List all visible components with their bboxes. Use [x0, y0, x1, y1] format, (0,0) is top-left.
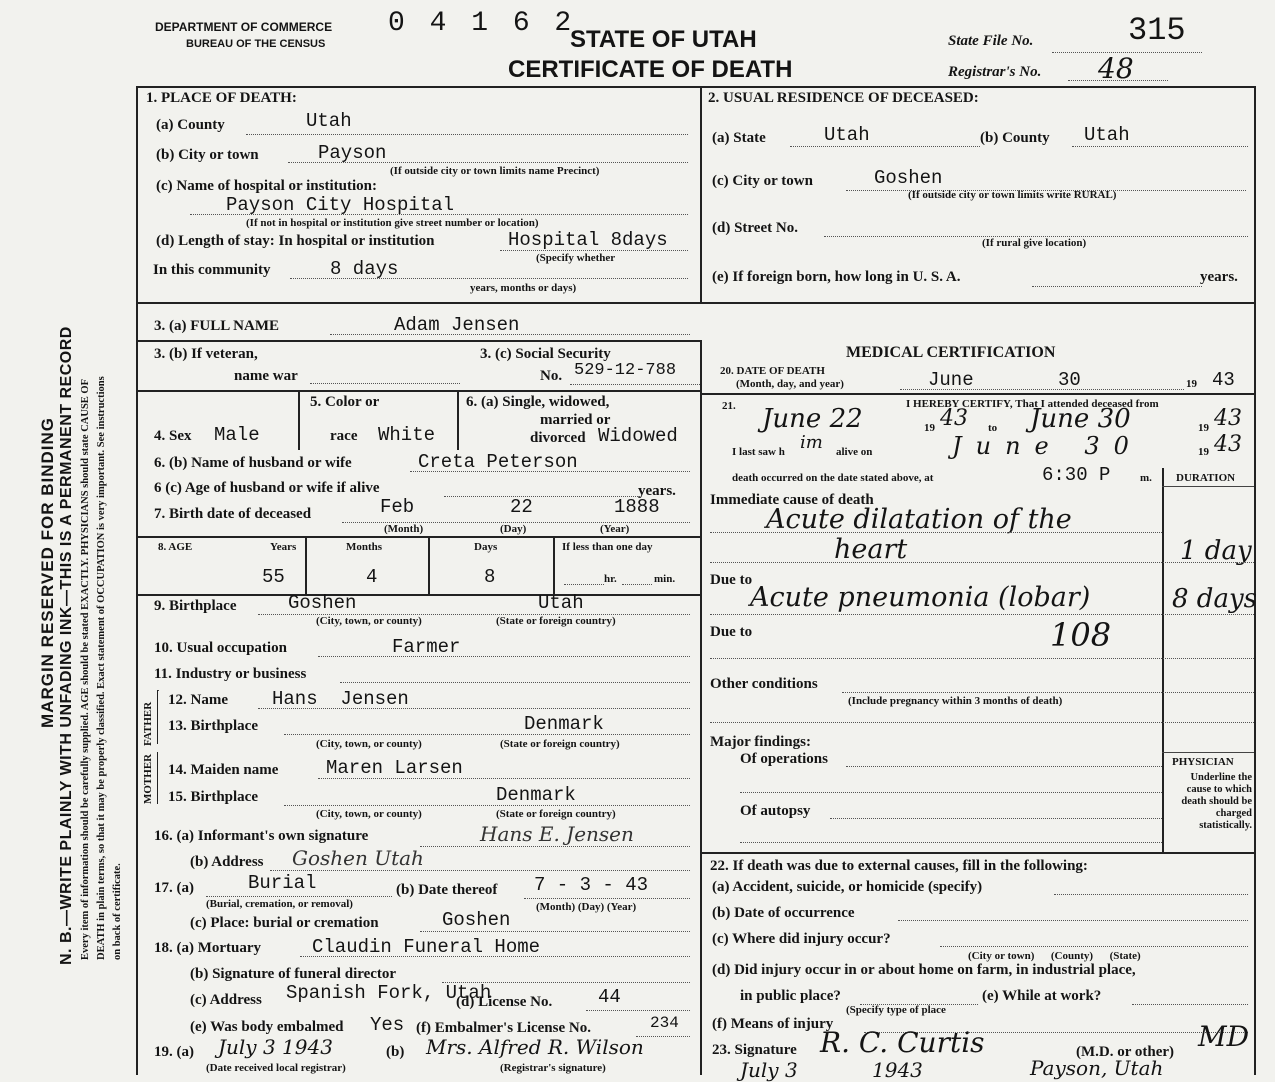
mother-maiden-value: Maren Larsen [326, 757, 463, 779]
death-county-label: (a) County [156, 117, 225, 133]
birth-year-value: 1888 [614, 496, 660, 518]
physician-box-note: Underline the cause to which death should be charged statistically. [1181, 772, 1252, 831]
immediate-duration: 1 day [1180, 536, 1252, 566]
license-value: 44 [598, 986, 621, 1008]
attended-to-year-prefix: 19 [1198, 422, 1209, 434]
immediate-cause-value-2: heart [834, 534, 908, 565]
residence-city-note: (If outside city or town limits write RURAL) [908, 189, 1117, 201]
physician-address: Payson, Utah [1030, 1056, 1164, 1080]
external-d-note: (Specify type of place [846, 1004, 946, 1016]
license-label: (d) License No. [456, 994, 553, 1010]
spouse-label: 6. (b) Name of husband or wife [154, 455, 352, 471]
due-to-value-1: Acute pneumonia (lobar) [750, 582, 1091, 613]
date-received-label: 19. (a) [154, 1044, 194, 1060]
occupation-label: 10. Usual occupation [154, 640, 287, 656]
margin-ink-notice: N. B.—WRITE PLAINLY WITH UNFADING INK—THIS IS A PERMANENT RECORD [58, 326, 75, 965]
duration-header: DURATION [1176, 472, 1236, 484]
immediate-cause-value: Acute dilatation of the [766, 504, 1072, 535]
mortuary-value: Claudin Funeral Home [312, 936, 541, 958]
registrar-signature-label: (b) [386, 1044, 405, 1060]
death-time-m-label: m. [1140, 472, 1152, 484]
external-c-label: (c) Where did injury occur? [712, 931, 891, 947]
external-d-label: (d) Did injury occur in or about home on farm, in industrial place, [712, 962, 1136, 978]
full-name-value: Adam Jensen [394, 314, 520, 336]
certificate-title: CERTIFICATE OF DEATH [508, 56, 793, 83]
registrar-signature: Mrs. Alfred R. Wilson [426, 1035, 644, 1059]
hospital-note: (If not in hospital or institution give street number or location) [246, 217, 539, 229]
due-to-label-2: Due to [710, 624, 753, 640]
state-file-number: 315 [1128, 12, 1186, 49]
attended-from-year: 43 [940, 406, 968, 431]
mortuary-address-value: Spanish Fork, Utah [286, 982, 492, 1004]
social-security-value: 529-12-788 [574, 361, 677, 380]
external-f-label: (f) Means of injury [712, 1016, 834, 1032]
specify-note: (Specify whether [536, 252, 616, 264]
funeral-director-label: (b) Signature of funeral director [190, 966, 397, 982]
units-note: years, months or days) [470, 282, 577, 294]
last-saw-label: I last saw h [732, 446, 785, 458]
age-months-value: 4 [366, 566, 378, 588]
mother-birthplace-label: 15. Birthplace [168, 789, 258, 805]
death-county-value: Utah [306, 110, 352, 132]
age-less-day-header: If less than one day [562, 541, 653, 553]
community-value: 8 days [330, 258, 399, 280]
mortuary-label: 18. (a) Mortuary [154, 940, 262, 956]
informant-signature-label: 16. (a) Informant's own signature [154, 828, 369, 844]
residence-heading: 2. USUAL RESIDENCE OF DECEASED: [708, 90, 979, 106]
birth-month-note: (Month) [384, 523, 424, 535]
state-file-label: State File No. [948, 33, 1034, 49]
mortuary-address-label: (c) Address [190, 992, 262, 1008]
informant-address-label: (b) Address [190, 854, 264, 870]
birth-year-note: (Year) [600, 523, 630, 535]
due-to-label-1: Due to [710, 572, 753, 588]
spouse-age-label: 6 (c) Age of husband or wife if alive [154, 480, 380, 496]
residence-city-value: Goshen [874, 167, 943, 189]
race-value: White [378, 424, 436, 446]
embalmed-value: Yes [370, 1014, 405, 1036]
age-min-label: min. [654, 573, 676, 585]
full-name-label: 3. (a) FULL NAME [154, 318, 279, 334]
embalmer-license-label: (f) Embalmer's License No. [416, 1020, 591, 1036]
last-saw-pronoun: im [800, 432, 823, 453]
hospital-value: Payson City Hospital [226, 194, 455, 216]
attended-to-label: to [988, 422, 998, 434]
last-saw-date: June 30 [952, 432, 1143, 460]
physician-date: July 3 [740, 1058, 798, 1082]
physician-box-label: PHYSICIAN [1172, 756, 1234, 768]
due-to-duration: 8 days [1172, 584, 1257, 614]
embalmed-label: (e) Was body embalmed [190, 1019, 344, 1035]
birthplace-label: 9. Birthplace [154, 598, 237, 614]
foreign-years-label: years. [1200, 269, 1238, 285]
mother-side-label: MOTHER [142, 753, 154, 804]
birthplace-city-note: (City, town, or county) [316, 615, 422, 627]
age-hr-label: hr. [604, 573, 617, 585]
stamp-number: 0 4 1 6 2 [388, 8, 576, 39]
industry-label: 11. Industry or business [154, 666, 307, 682]
birth-date-label: 7. Birth date of deceased [154, 506, 312, 522]
mother-city-note: (City, town, or county) [316, 808, 422, 820]
length-of-stay-label: (d) Length of stay: In hospital or institution [156, 233, 435, 249]
last-saw-year-prefix: 19 [1198, 446, 1209, 458]
margin-instructions-2: DEATH in plain terms, so that it may be properly classified. Exact statement of OCCUPATION is very important. See instructions [96, 376, 107, 960]
mother-birthplace-value: Denmark [496, 784, 576, 806]
social-security-no-label: No. [540, 368, 563, 384]
death-city-note: (If outside city or town limits name Precinct) [390, 165, 600, 177]
margin-binding-text: MARGIN RESERVED FOR BINDING [38, 417, 57, 728]
physician-signature: R. C. Curtis [820, 1026, 985, 1059]
death-time-label: death occurred on the date stated above, at [732, 472, 934, 484]
last-saw-year: 43 [1214, 432, 1242, 457]
item-21-label: 21. [722, 400, 736, 412]
burial-item-label: 17. (a) [154, 880, 194, 896]
sex-label: 4. Sex [154, 428, 192, 444]
physician-year: 1943 [872, 1058, 923, 1082]
death-day-value: 30 [1058, 369, 1081, 391]
father-state-note: (State or foreign country) [500, 738, 620, 750]
due-to-value-2: 108 [1050, 616, 1112, 654]
burial-date-label: (b) Date thereof [396, 882, 498, 898]
external-d2-label: in public place? [740, 988, 841, 1004]
residence-city-label: (c) City or town [712, 173, 813, 189]
birthplace-state-note: (State or foreign country) [496, 615, 616, 627]
embalmer-license-value: 234 [650, 1014, 679, 1032]
place-of-death-heading: 1. PLACE OF DEATH: [146, 90, 297, 106]
age-days-value: 8 [484, 566, 496, 588]
alive-on-label: alive on [836, 446, 873, 458]
sex-value: Male [214, 424, 260, 446]
father-birthplace-label: 13. Birthplace [168, 718, 258, 734]
death-year-value: 43 [1212, 369, 1235, 391]
age-years-value: 55 [262, 566, 285, 588]
death-month-value: June [928, 369, 974, 391]
md-handwritten: MD [1198, 1020, 1250, 1053]
street-note: (If rural give location) [982, 237, 1087, 249]
external-c-note: (City or town) (County) (State) [968, 950, 1141, 962]
age-years-header: Years [270, 541, 297, 553]
date-received-note: (Date received local registrar) [206, 1062, 346, 1074]
residence-state-label: (a) State [712, 130, 766, 146]
immediate-cause-label: Immediate cause of death [710, 492, 874, 508]
father-side-label: FATHER [142, 701, 154, 746]
mother-state-note: (State or foreign country) [496, 808, 616, 820]
medical-heading: MEDICAL CERTIFICATION [846, 344, 1056, 361]
birth-day-note: (Day) [500, 523, 527, 535]
major-findings-label: Major findings: [710, 734, 811, 750]
veteran-label: 3. (b) If veteran, [154, 346, 258, 362]
spouse-value: Creta Peterson [418, 451, 578, 473]
social-security-label: 3. (c) Social Security [480, 346, 611, 362]
residence-county-value: Utah [1084, 124, 1130, 146]
father-name-label: 12. Name [168, 692, 228, 708]
attended-to-year: 43 [1214, 406, 1242, 431]
margin-instructions-1: Every item of information should be carefully supplied. AGE should be stated EXACTLY. PHYSICIANS should state CAUSE OF [80, 379, 91, 960]
age-label: 8. AGE [158, 541, 193, 553]
age-days-header: Days [474, 541, 498, 553]
burial-place-value: Goshen [442, 909, 511, 931]
other-conditions-label: Other conditions [710, 676, 818, 692]
attended-from-year-prefix: 19 [924, 422, 935, 434]
father-city-note: (City, town, or county) [316, 738, 422, 750]
foreign-born-label: (e) If foreign born, how long in U. S. A. [712, 269, 961, 285]
residence-county-label: (b) County [980, 130, 1050, 146]
burial-date-note: (Month) (Day) (Year) [536, 901, 637, 913]
external-a-label: (a) Accident, suicide, or homicide (specify) [712, 879, 983, 895]
operations-label: Of operations [740, 751, 828, 767]
department-label: DEPARTMENT OF COMMERCE [155, 20, 333, 34]
age-months-header: Months [346, 541, 383, 553]
death-date-note: (Month, day, and year) [736, 378, 844, 390]
md-label: (M.D. or other) [1076, 1044, 1175, 1060]
father-birthplace-value: Denmark [524, 713, 604, 735]
birthplace-city-value: Goshen [288, 592, 357, 614]
marital-value: Widowed [598, 425, 678, 447]
attended-from-value: June 22 [762, 404, 863, 434]
marital-label: 6. (a) Single, widowed, [466, 394, 610, 410]
informant-address: Goshen Utah [292, 846, 424, 870]
burial-note: (Burial, cremation, or removal) [206, 898, 353, 910]
occupation-value: Farmer [392, 636, 461, 658]
state-title: STATE OF UTAH [570, 26, 757, 53]
burial-place-label: (c) Place: burial or cremation [190, 915, 379, 931]
date-received-value: July 3 1943 [218, 1035, 333, 1059]
death-city-label: (b) City or town [156, 147, 259, 163]
bureau-label: BUREAU OF THE CENSUS [186, 38, 326, 50]
registrar-number: 48 [1098, 52, 1134, 85]
death-time-value: 6:30 P [1042, 464, 1111, 486]
color-label: 5. Color or [310, 394, 380, 410]
war-label: name war [234, 368, 298, 384]
margin-instructions-3: on back of certificate. [112, 863, 123, 960]
father-name-value: Hans Jensen [272, 688, 409, 710]
hospital-label: (c) Name of hospital or institution: [156, 178, 377, 194]
street-label: (d) Street No. [712, 220, 798, 236]
external-heading: 22. If death was due to external causes, fill in the following: [710, 858, 1088, 874]
spouse-age-years-label: years. [638, 483, 676, 499]
divorced-label: divorced [530, 430, 586, 446]
race-label: race [330, 428, 358, 444]
birth-month-value: Feb [380, 496, 415, 518]
marital-label-2: married or [540, 412, 611, 428]
attended-to-value: June 30 [1030, 404, 1131, 434]
death-city-value: Payson [318, 142, 387, 164]
birth-day-value: 22 [510, 496, 533, 518]
certify-text: I HEREBY CERTIFY, That I attended deceased from [906, 398, 1159, 410]
burial-date-value: 7 - 3 - 43 [534, 874, 649, 896]
burial-value: Burial [248, 872, 317, 894]
physician-signature-label: 23. Signature [712, 1042, 797, 1058]
autopsy-label: Of autopsy [740, 803, 811, 819]
community-label: In this community [153, 262, 271, 278]
death-date-label: 20. DATE OF DEATH [720, 365, 825, 377]
residence-state-value: Utah [824, 124, 870, 146]
length-of-stay-value: Hospital 8days [508, 229, 668, 251]
registrar-no-label: Registrar's No. [948, 64, 1042, 80]
pregnancy-note: (Include pregnancy within 3 months of death) [848, 695, 1063, 707]
external-b-label: (b) Date of occurrence [712, 905, 855, 921]
external-e-label: (e) While at work? [982, 988, 1102, 1004]
death-year-prefix: 19 [1186, 378, 1197, 390]
registrar-signature-note: (Registrar's signature) [500, 1062, 606, 1074]
birthplace-state-value: Utah [538, 592, 584, 614]
informant-signature: Hans E. Jensen [480, 822, 634, 846]
mother-maiden-label: 14. Maiden name [168, 762, 279, 778]
